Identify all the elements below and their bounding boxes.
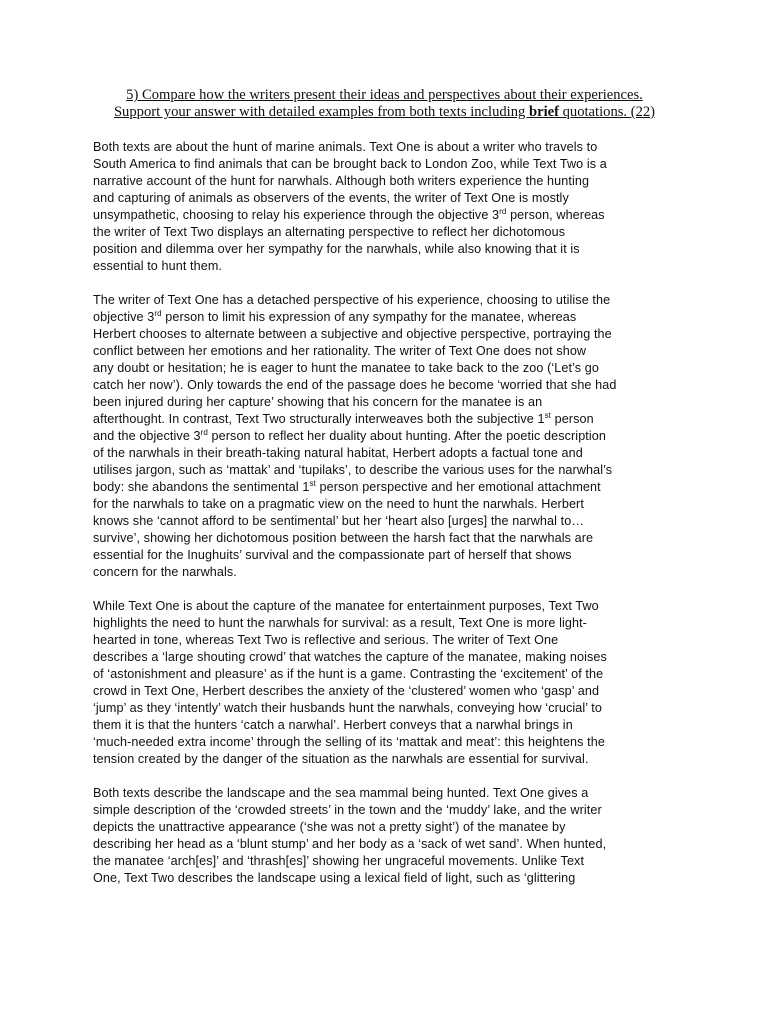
paragraph-1 bbox=[93, 139, 676, 275]
paragraph-line: describing her head as a ‘blunt stump’ and her body as a ‘sack of wet sand’. When hunted, bbox=[93, 837, 607, 851]
paragraph-line: simple description of the ‘crowded streets’ in the town and the ‘muddy’ lake, and the writer bbox=[93, 803, 602, 817]
paragraph-line: South America to find animals that can be brought back to London Zoo, while Text Two is a bbox=[93, 157, 607, 171]
paragraph-line: for the narwhals to take on a pragmatic view on the need to hunt the narwhals. Herbert bbox=[93, 497, 584, 511]
paragraph-line: essential for the Inughuits’ survival and the compassionate part of herself that shows bbox=[93, 548, 572, 562]
paragraph-line: them it is that the hunters ‘catch a narwhal’. Herbert conveys that a narwhal brings in bbox=[93, 718, 573, 732]
line-text: body: she abandons the sentimental 1 bbox=[93, 480, 310, 494]
paragraph-2 bbox=[93, 292, 676, 581]
paragraph-line: One, Text Two describes the landscape using a lexical field of light, such as ‘glittering bbox=[93, 871, 576, 885]
paragraph-line: crowd in Text One, Herbert describes the anxiety of the ‘clustered’ women who ‘gasp’ and bbox=[93, 684, 600, 698]
line-text: afterthought. In contrast, Text Two structurally interweaves both the subjective 1 bbox=[93, 412, 545, 426]
ordinal-suffix: rd bbox=[499, 207, 507, 216]
ordinal-suffix: st bbox=[544, 411, 551, 420]
paragraph-line: any doubt or hesitation; he is eager to hunt the manatee to take back to the zoo (‘Let’s go bbox=[93, 361, 599, 375]
paragraph-line: depicts the unattractive appearance (‘she was not a pretty sight’) of the manatee by bbox=[93, 820, 566, 834]
paragraph-line: knows she ‘cannot afford to be sentimental’ but her ‘heart also [urges] the narwhal to… bbox=[93, 514, 585, 528]
line-text: unsympathetic, choosing to relay his experience through the objective 3 bbox=[93, 208, 500, 222]
ordinal-suffix: st bbox=[309, 479, 316, 488]
paragraph-line: ‘much-needed extra income’ through the selling of its ‘mattak and meat’: this heightens the bbox=[93, 735, 605, 749]
line-text: objective 3 bbox=[93, 310, 155, 324]
question-line-1: 5) Compare how the writers present their ideas and perspectives about their experiences. bbox=[126, 87, 643, 103]
paragraph-line bbox=[93, 207, 676, 224]
paragraph-line: describes a ‘large shouting crowd’ that watches the capture of the manatee, making noises bbox=[93, 650, 607, 664]
ordinal-suffix: rd bbox=[200, 428, 208, 437]
paragraph-line: position and dilemma over her sympathy for the narwhals, while also knowing that it is bbox=[93, 242, 580, 256]
paragraph-line bbox=[93, 479, 676, 496]
paragraph-line: Both texts are about the hunt of marine animals. Text One is about a writer who travels to bbox=[93, 140, 598, 154]
question-bold-word: brief bbox=[528, 104, 559, 120]
paragraph-line: highlights the need to hunt the narwhals for survival: as a result, Text One is more light- bbox=[93, 616, 587, 630]
paragraph-line: The writer of Text One has a detached perspective of his experience, choosing to utilise the bbox=[93, 293, 611, 307]
line-text: person to reflect her duality about hunting. After the poetic description bbox=[207, 429, 606, 443]
paragraph-line: hearted in tone, whereas Text Two is reflective and serious. The writer of Text One bbox=[93, 633, 559, 647]
paragraph-line: the writer of Text Two displays an alternating perspective to reflect her dichotomous bbox=[93, 225, 566, 239]
paragraph-line: While Text One is about the capture of the manatee for entertainment purposes, Text Two bbox=[93, 599, 599, 613]
paragraph-line: narrative account of the hunt for narwhals. Although both writers experience the hunting bbox=[93, 174, 590, 188]
line-text: person to limit his expression of any sympathy for the manatee, whereas bbox=[161, 310, 577, 324]
paragraph-line: of the narwhals in their breath-taking natural habitat, Herbert adopts a factual tone and bbox=[93, 446, 583, 460]
line-text: person bbox=[551, 412, 594, 426]
paragraph-line bbox=[93, 411, 676, 428]
paragraph-line: catch her now’). Only towards the end of the passage does he become ‘worried that she had bbox=[93, 378, 617, 392]
paragraph-line: ‘jump’ as they ‘intently’ watch their husbands hunt the narwhals, conveying how ‘crucial’ to bbox=[93, 701, 603, 715]
paragraph-3 bbox=[93, 598, 676, 768]
paragraph-line: Herbert chooses to alternate between a subjective and objective perspective, portraying the bbox=[93, 327, 612, 341]
paragraph-line: the manatee ‘arch[es]’ and ‘thrash[es]’ showing her ungraceful movements. Unlike Text bbox=[93, 854, 585, 868]
paragraph-line: Both texts describe the landscape and the sea mammal being hunted. Text One gives a bbox=[93, 786, 589, 800]
paragraph-line bbox=[93, 428, 676, 445]
paragraph-line: utilises jargon, such as ‘mattak’ and ‘tupilaks’, to describe the various uses for the narwhal’s bbox=[93, 463, 613, 477]
paragraph-line: been injured during her capture’ showing that his concern for the manatee is an bbox=[93, 395, 543, 409]
paragraph-line: survive’, showing her dichotomous position between the harsh fact that the narwhals are bbox=[93, 531, 594, 545]
paragraph-line bbox=[93, 309, 676, 326]
paragraph-line: tension created by the danger of the situation as the narwhals are essential for survival. bbox=[93, 752, 589, 766]
paragraph-line: concern for the narwhals. bbox=[93, 565, 237, 579]
question-heading bbox=[93, 87, 676, 121]
paragraph-line: conflict between her emotions and her rationality. The writer of Text One does not show bbox=[93, 344, 587, 358]
line-text: and the objective 3 bbox=[93, 429, 201, 443]
ordinal-suffix: rd bbox=[154, 309, 162, 318]
paragraph-line: and capturing of animals as observers of the events, the writer of Text One is mostly bbox=[93, 191, 569, 205]
paragraph-line: essential to hunt them. bbox=[93, 259, 223, 273]
line-text: person, whereas bbox=[506, 208, 605, 222]
question-line-2-start: Support your answer with detailed examples from both texts including bbox=[113, 104, 529, 120]
line-text: person perspective and her emotional attachment bbox=[315, 480, 601, 494]
question-line-2-end: quotations. (22) bbox=[558, 104, 656, 120]
paragraph-4 bbox=[93, 785, 676, 887]
paragraph-line: of ‘astonishment and pleasure’ as if the hunt is a game. Contrasting the ‘excitement’ of the bbox=[93, 667, 604, 681]
question-line-2 bbox=[93, 104, 676, 121]
